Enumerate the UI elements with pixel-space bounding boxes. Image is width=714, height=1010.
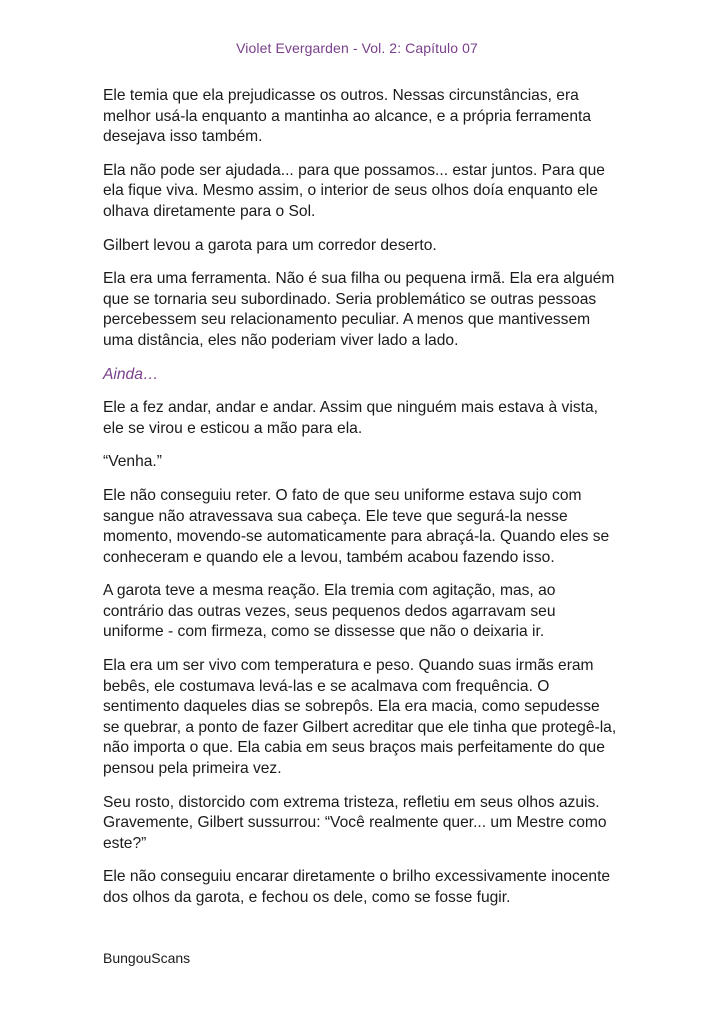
- paragraph: Ele a fez andar, andar e andar. Assim que ninguém mais estava à vista, ele se virou e esticou a mão para ela.: [103, 399, 598, 437]
- chapter-body: [103, 86, 618, 922]
- paragraph: Ela era um ser vivo com temperatura e peso. Quando suas irmãs eram bebês, ele costumava levá-las e se acalmava com frequência. O sentimento daqueles dias se sobrepôs. Ela era macia, como sepudesse se quebrar, a ponto de fazer Gilbert acreditar que ele tinha que protegê-la, não importa o que. Ela cabia em seus braços mais perfeitamente do que pensou pela primeira vez.: [103, 657, 617, 778]
- running-header: Violet Evergarden - Vol. 2: Capítulo 07: [236, 40, 478, 56]
- paragraph: Gilbert levou a garota para um corredor deserto.: [103, 236, 437, 254]
- paragraph: Ela não pode ser ajudada... para que possamos... estar juntos. Para que ela fique viva. Mesmo assim, o interior de seus olhos doía enquanto ele olhava diretamente para o Sol.: [103, 161, 605, 220]
- paragraph: Ele temia que ela prejudicasse os outros. Nessas circunstâncias, era melhor usá-la enquanto a mantinha ao alcance, e a própria ferramenta desejava isso também.: [103, 87, 592, 146]
- italic-interjection: Ainda…: [103, 365, 159, 383]
- paragraph: Seu rosto, distorcido com extrema tristeza, refletiu em seus olhos azuis. Gravemente, Gilbert sussurrou: “Você realmente quer... um Mestre como este?”: [103, 793, 607, 852]
- paragraph: Ela era uma ferramenta. Não é sua filha ou pequena irmã. Ela era alguém que se tornaria seu subordinado. Seria problemático se outras pessoas percebessem seu relacionamento peculiar. A menos que mantivessem uma distância, eles não poderiam viver lado a lado.: [103, 270, 615, 349]
- scanlation-credit: BungouScans: [103, 950, 191, 966]
- paragraph: Ele não conseguiu encarar diretamente o brilho excessivamente inocente dos olhos da garota, e fechou os dele, como se fosse fugir.: [103, 868, 611, 906]
- dialogue-line: “Venha.”: [103, 453, 162, 471]
- paragraph: A garota teve a mesma reação. Ela tremia com agitação, mas, ao contrário das outras vezes, seus pequenos dedos agarravam seu uniforme - com firmeza, como se dissesse que não o deixaria ir.: [103, 582, 556, 641]
- paragraph: Ele não conseguiu reter. O fato de que seu uniforme estava sujo com sangue não atravessava sua cabeça. Ele teve que segurá-la nesse momento, movendo-se automaticamente para abraçá-la. Quando eles se conheceram e quando ele a levou, também acabou fazendo isso.: [103, 486, 610, 566]
